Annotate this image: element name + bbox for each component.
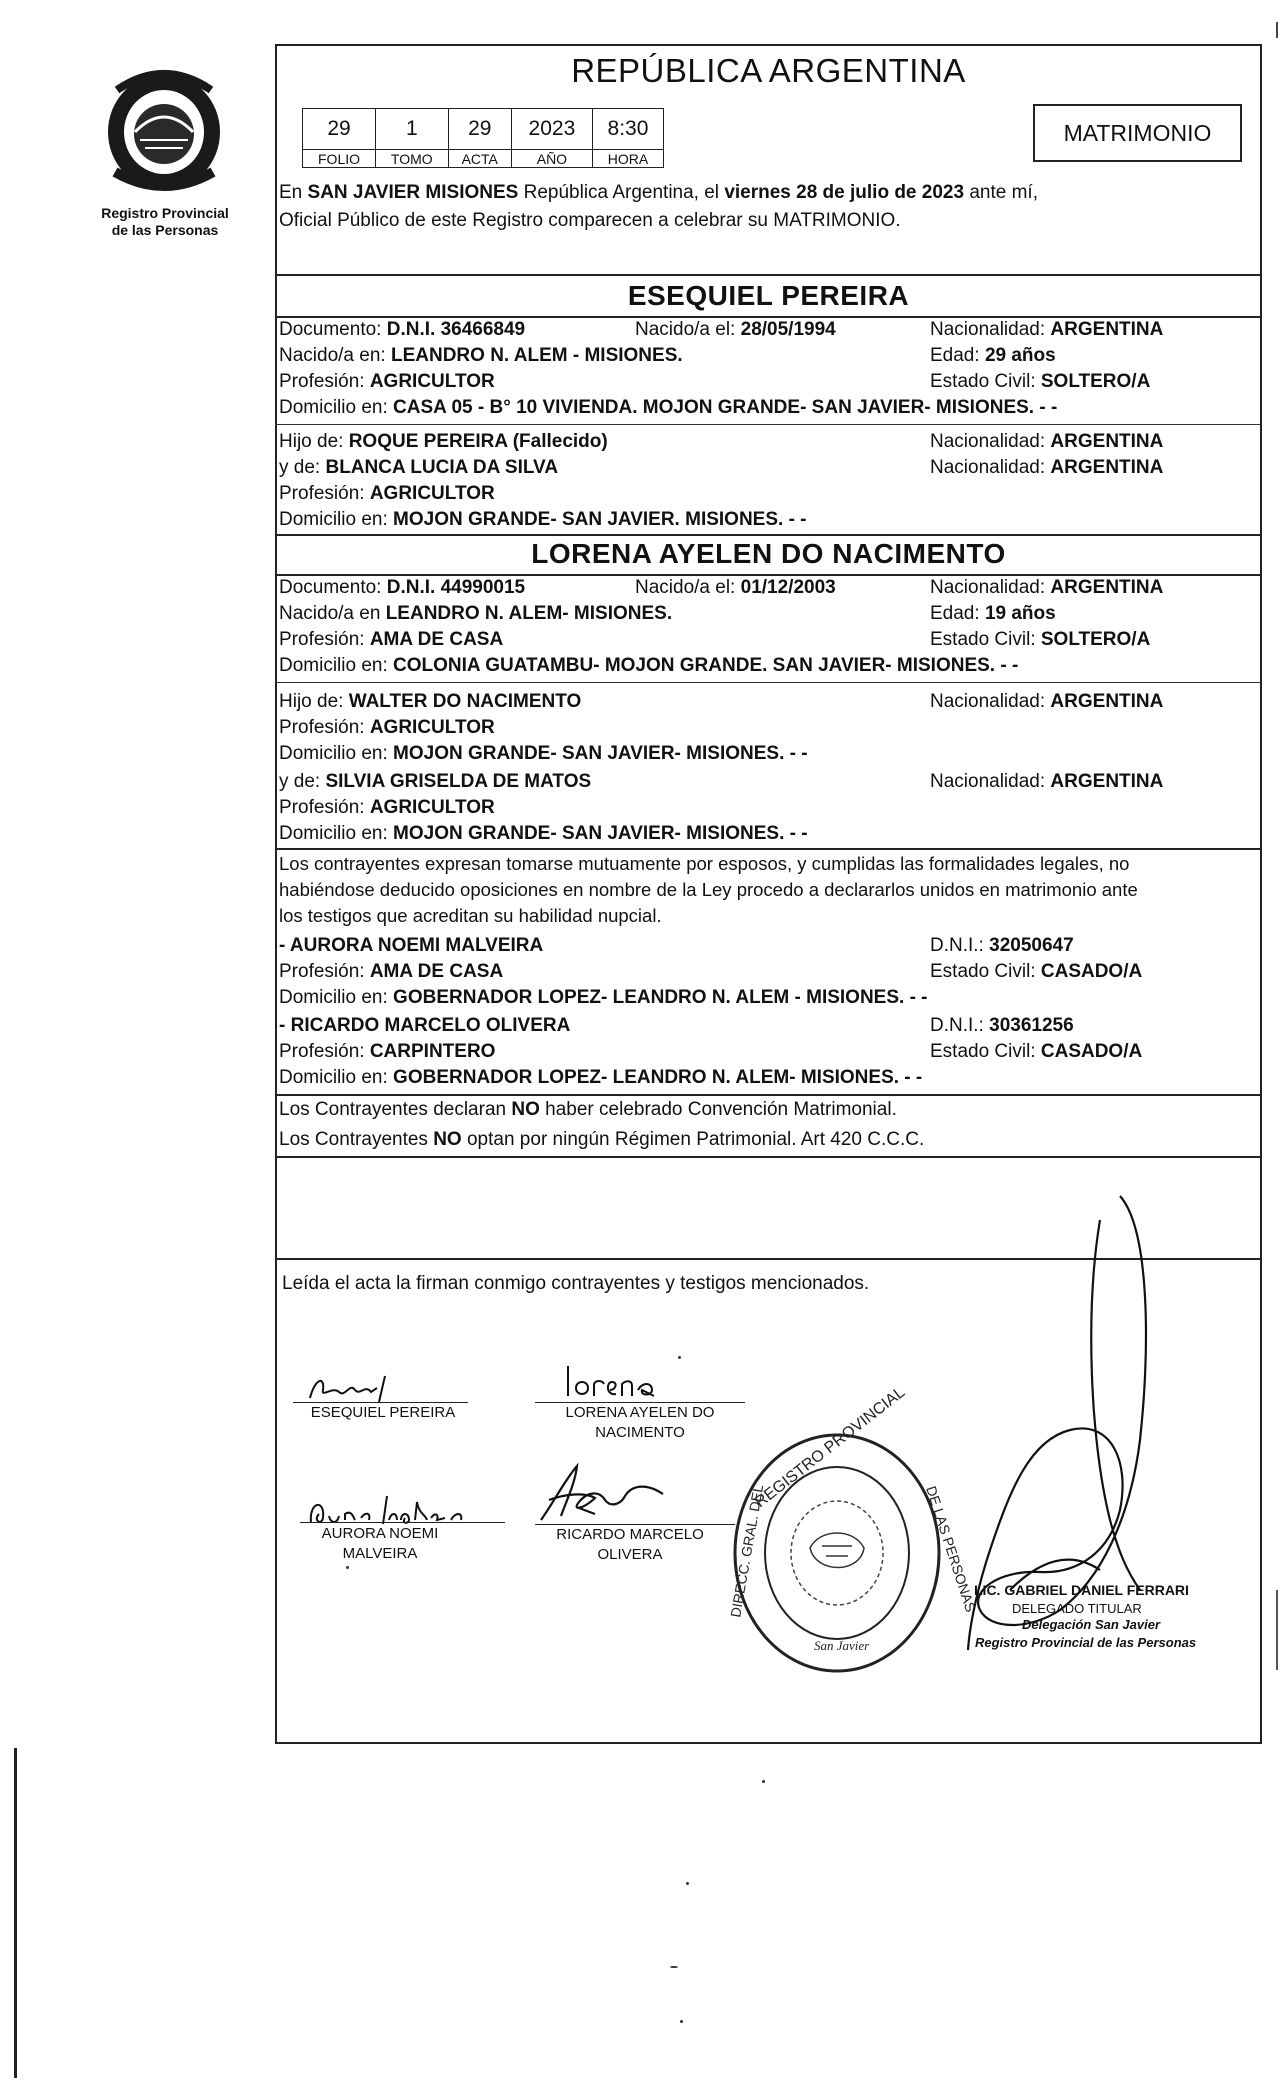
spouse2-father-address: Domicilio en: MOJON GRANDE- SAN JAVIER- MISIONES. - - [279, 743, 808, 764]
witness1-name: - AURORA NOEMI MALVEIRA [279, 935, 544, 956]
record-box [302, 108, 664, 168]
spouse1-birthplace: Nacido/a en: LEANDRO N. ALEM - MISIONES. [279, 345, 683, 366]
divider [275, 534, 1262, 536]
svg-text:REGISTRO PROVINCIAL: REGISTRO PROVINCIAL [751, 1383, 909, 1512]
country-title: REPÚBLICA ARGENTINA [571, 52, 966, 89]
caption-aurora: AURORA NOEMI MALVEIRA [321, 1525, 439, 1562]
closing-statement: Leída el acta la firman conmigo contrayentes y testigos mencionados. [282, 1273, 870, 1294]
signature-lorena [560, 1362, 660, 1402]
folio-value: 29 [303, 109, 376, 150]
acta-value: 29 [448, 109, 511, 150]
acta-label: ACTA [448, 150, 511, 168]
intro-line-1: En SAN JAVIER MISIONES República Argentina, el viernes 28 de julio de 2023 ante mí, [279, 182, 1038, 203]
spouse1-document: Documento: D.N.I. 36466849 [279, 319, 526, 340]
witness2-name: - RICARDO MARCELO OLIVERA [279, 1015, 571, 1036]
witness2-dni: D.N.I.: 30361256 [930, 1015, 1074, 1036]
divider [275, 274, 1262, 276]
scan-dot [762, 1780, 765, 1783]
witness1-civil-status: Estado Civil: CASADO/A [930, 961, 1143, 982]
declaration-line-3: los testigos que acreditan su habilidad nupcial. [279, 905, 662, 926]
scan-dot [680, 2020, 683, 2023]
declaration-line-1: Los contrayentes expresan tomarse mutuamente por esposos, y cumplidas las formalidades legales, no [279, 853, 1130, 874]
scan-dot [670, 1966, 678, 1968]
witness1-profession: Profesión: AMA DE CASA [279, 961, 504, 982]
witness2-profession: Profesión: CARPINTERO [279, 1041, 496, 1062]
regime-line-2: Los Contrayentes NO optan por ningún Régimen Patrimonial. Art 420 C.C.C. [279, 1129, 925, 1150]
spouse2-name: LORENA AYELEN DO NACIMENTO [531, 538, 1006, 569]
hora-label: HORA [592, 150, 663, 168]
declaration-line-2: habiéndose deducido oposiciones en nombre de la Ley procedo a declararlos unidos en matrimonio ante [279, 879, 1138, 900]
province-logo [95, 62, 233, 197]
spouse1-father: Hijo de: ROQUE PEREIRA (Fallecido) [279, 431, 608, 452]
spouse2-father: Hijo de: WALTER DO NACIMENTO [279, 691, 582, 712]
signature-esequiel [305, 1368, 405, 1406]
witness2-address: Domicilio en: GOBERNADOR LOPEZ- LEANDRO N. ALEM- MISIONES. - - [279, 1067, 923, 1088]
tomo-label: TOMO [376, 150, 449, 168]
spouse1-birthdate: Nacido/a el: 28/05/1994 [635, 319, 836, 340]
spouse2-civil-status: Estado Civil: SOLTERO/A [930, 629, 1151, 650]
officer-title: DELEGADO TITULAR [1012, 1601, 1142, 1616]
spouse2-document: Documento: D.N.I. 44990015 [279, 577, 526, 598]
scan-mark [1276, 22, 1278, 38]
act-type-box: MATRIMONIO [1033, 104, 1242, 162]
anio-label: AÑO [511, 150, 592, 168]
scan-edge [14, 1748, 17, 2078]
signature-line [300, 1522, 505, 1523]
officer-registry: Registro Provincial de las Personas [975, 1635, 1197, 1650]
spouse1-father-nationality: Nacionalidad: ARGENTINA [930, 431, 1164, 452]
official-seal [727, 1383, 979, 1678]
caption-esequiel: ESEQUIEL PEREIRA [310, 1404, 456, 1421]
scan-dot [346, 1566, 349, 1569]
folio-label: FOLIO [303, 150, 376, 168]
caption-ricardo: RICARDO MARCELO OLIVERA [556, 1526, 704, 1563]
anio-value: 2023 [511, 109, 592, 150]
spouse1-profession: Profesión: AGRICULTOR [279, 371, 495, 392]
scan-dot [678, 1356, 681, 1359]
spouse2-nationality: Nacionalidad: ARGENTINA [930, 577, 1164, 598]
spouse1-nationality: Nacionalidad: ARGENTINA [930, 319, 1164, 340]
officer-office: Delegación San Javier [1022, 1617, 1161, 1632]
spouse1-parents-profession: Profesión: AGRICULTOR [279, 483, 495, 504]
divider [275, 848, 1262, 850]
spouse2-mother-nationality: Nacionalidad: ARGENTINA [930, 771, 1164, 792]
svg-text:DIRECC. GRAL. DEL: DIRECC. GRAL. DEL [727, 1483, 767, 1619]
spouse1-mother-nationality: Nacionalidad: ARGENTINA [930, 457, 1164, 478]
spouse2-father-nationality: Nacionalidad: ARGENTINA [930, 691, 1164, 712]
witness2-civil-status: Estado Civil: CASADO/A [930, 1041, 1143, 1062]
divider [275, 1094, 1262, 1096]
spouse1-address: Domicilio en: CASA 05 - B° 10 VIVIENDA. MOJON GRANDE- SAN JAVIER- MISIONES. - - [279, 397, 1058, 418]
witness1-address: Domicilio en: GOBERNADOR LOPEZ- LEANDRO N. ALEM - MISIONES. - - [279, 987, 928, 1008]
registry-caption: Registro Provincial de las Personas [101, 205, 229, 238]
signature-ricardo [535, 1460, 670, 1526]
divider [275, 682, 1262, 683]
spouse2-birthdate: Nacido/a el: 01/12/2003 [635, 577, 836, 598]
spouse2-mother-profession: Profesión: AGRICULTOR [279, 797, 495, 818]
witness1-dni: D.N.I.: 32050647 [930, 935, 1074, 956]
spouse1-mother: y de: BLANCA LUCIA DA SILVA [279, 457, 559, 478]
spouse2-profession: Profesión: AMA DE CASA [279, 629, 504, 650]
spouse2-father-profession: Profesión: AGRICULTOR [279, 717, 495, 738]
spouse2-birthplace: Nacido/a en LEANDRO N. ALEM- MISIONES. [279, 603, 673, 624]
spouse1-civil-status: Estado Civil: SOLTERO/A [930, 371, 1151, 392]
intro-line-2: Oficial Público de este Registro comparecen a celebrar su MATRIMONIO. [279, 210, 901, 231]
scan-mark [1276, 1590, 1278, 1670]
spouse2-mother-address: Domicilio en: MOJON GRANDE- SAN JAVIER- MISIONES. - - [279, 823, 808, 844]
divider [275, 424, 1262, 425]
spouse1-name: ESEQUIEL PEREIRA [627, 280, 910, 311]
svg-text:San Javier: San Javier [814, 1638, 870, 1653]
hora-value: 8:30 [592, 109, 663, 150]
spouse2-address: Domicilio en: COLONIA GUATAMBU- MOJON GRANDE. SAN JAVIER- MISIONES. - - [279, 655, 1019, 676]
officer-name: LIC. GABRIEL DANIEL FERRARI [974, 1582, 1189, 1598]
regime-line-1: Los Contrayentes declaran NO haber celebrado Convención Matrimonial. [279, 1099, 897, 1120]
divider [275, 1156, 1262, 1158]
spouse1-age: Edad: 29 años [930, 345, 1056, 366]
scan-dot [686, 1882, 689, 1885]
spouse2-mother: y de: SILVIA GRISELDA DE MATOS [279, 771, 592, 792]
spouse2-age: Edad: 19 años [930, 603, 1056, 624]
caption-lorena: LORENA AYELEN DO NACIMENTO [565, 1404, 715, 1441]
spouse1-parents-address: Domicilio en: MOJON GRANDE- SAN JAVIER. MISIONES. - - [279, 509, 807, 530]
tomo-value: 1 [376, 109, 449, 150]
svg-text:DE LAS PERSONAS: DE LAS PERSONAS [923, 1483, 979, 1614]
